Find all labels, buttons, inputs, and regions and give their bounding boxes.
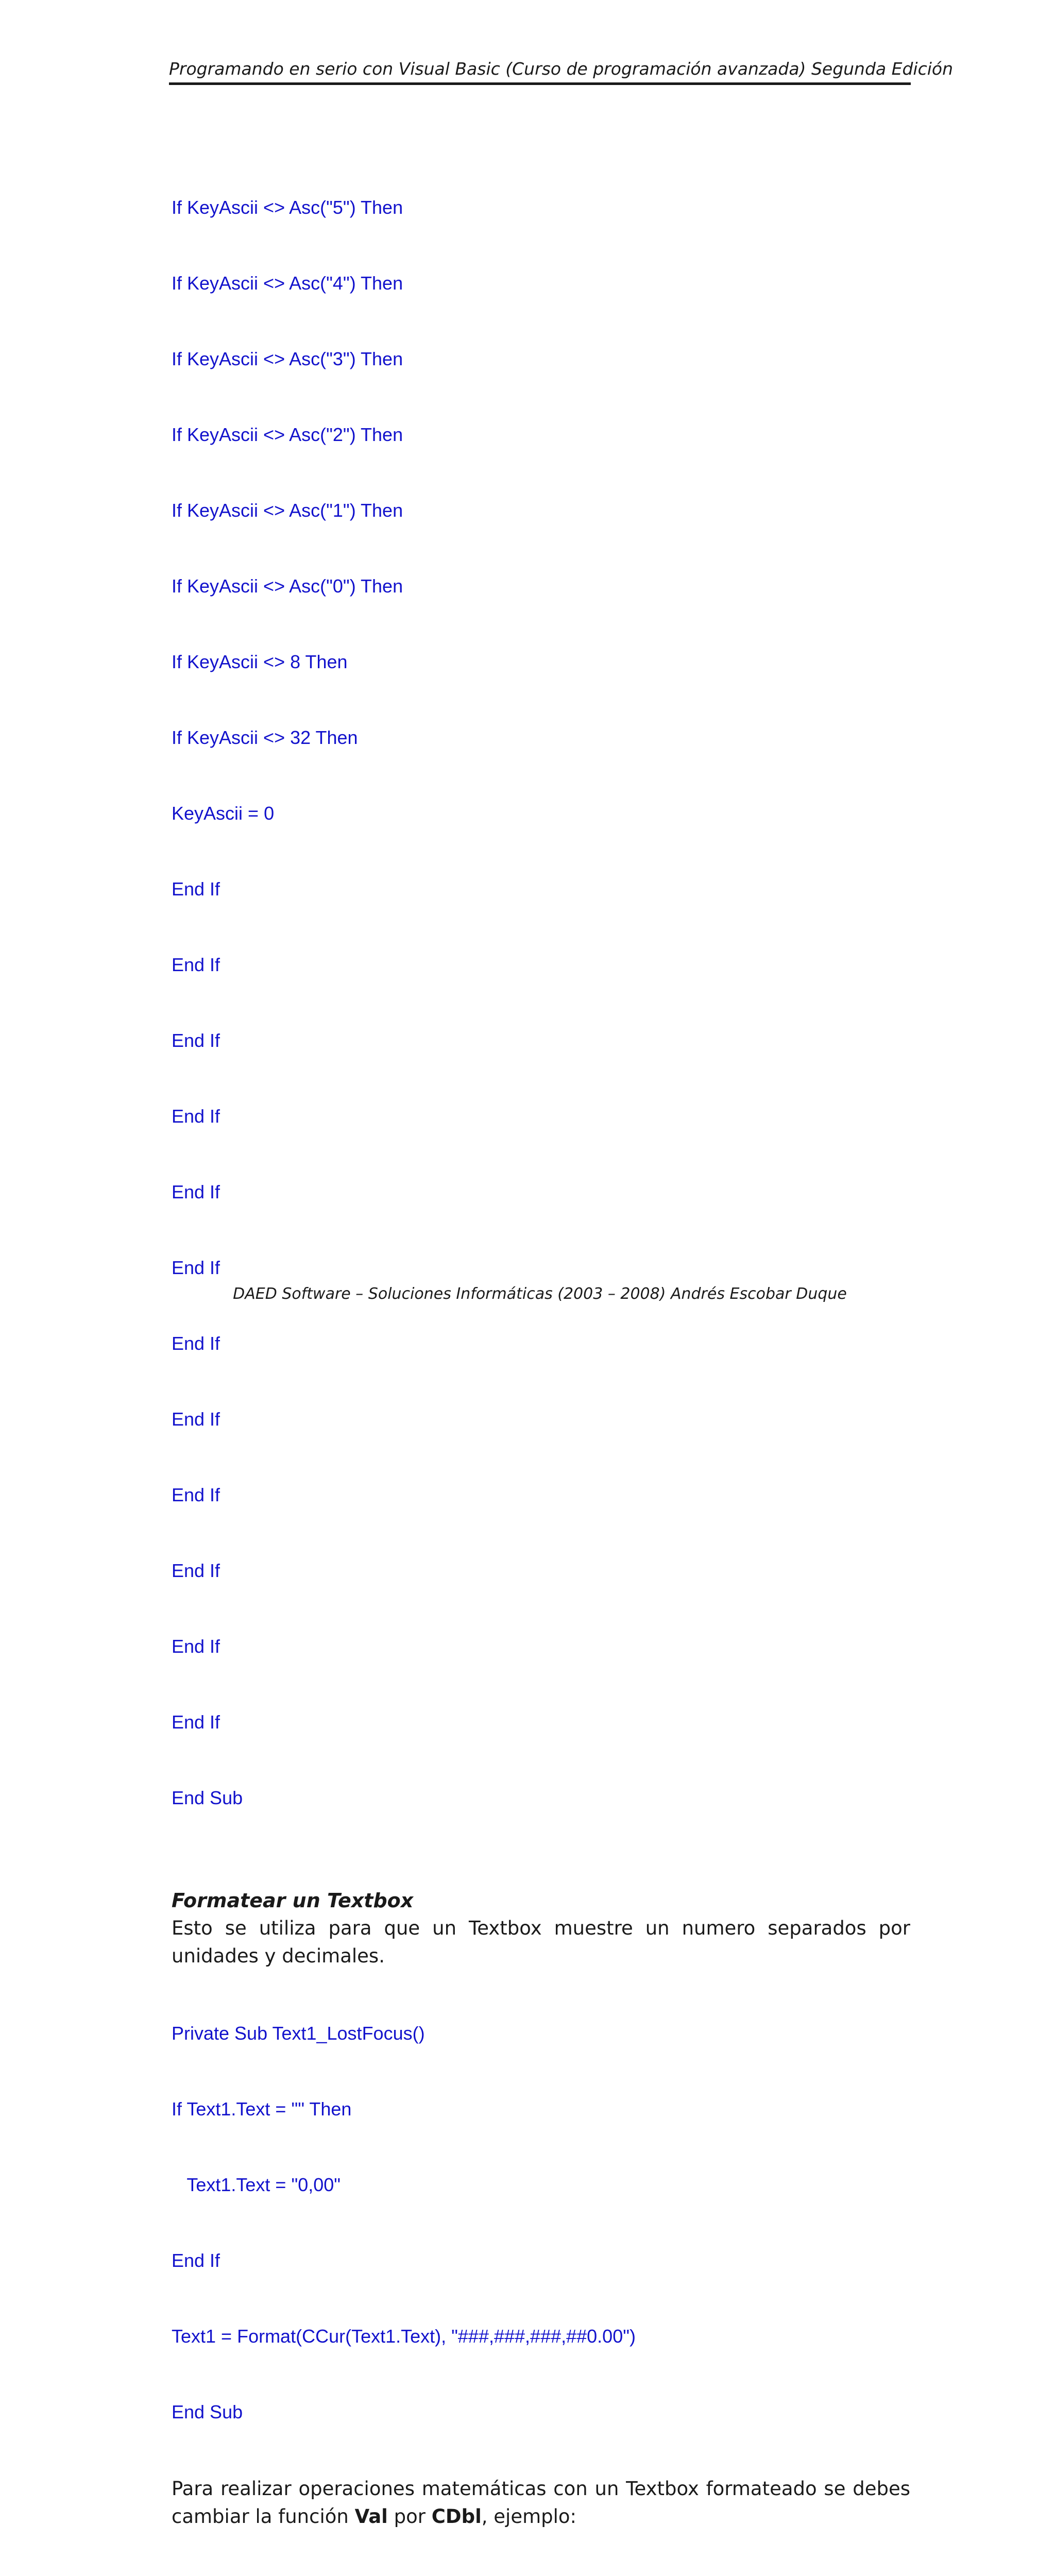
code-block-format — [172, 1970, 910, 2475]
code-line: End If — [172, 1181, 220, 1202]
section-note-format — [172, 2475, 910, 2531]
code-line: End Sub — [172, 1787, 243, 1808]
note-keyword-cdbl: CDbl — [431, 2505, 482, 2528]
code-block-keyascii — [172, 144, 910, 1861]
code-line: End If — [172, 1409, 220, 1430]
code-line: If KeyAscii <> Asc("2") Then — [172, 424, 403, 445]
code-line: End If — [172, 1560, 220, 1581]
page-header-title: Programando en serio con Visual Basic (Curso de programación avanzada) Segunda Edición — [169, 59, 954, 79]
header-rule — [169, 82, 911, 85]
code-line: If KeyAscii <> 8 Then — [172, 651, 348, 672]
code-line: If KeyAscii <> Asc("3") Then — [172, 348, 403, 369]
code-line: Private Sub Text1_LostFocus() — [172, 2023, 425, 2044]
code-line: End If — [172, 1106, 220, 1127]
code-line: End If — [172, 1711, 220, 1733]
code-line: End If — [172, 954, 220, 975]
code-line: End If — [172, 1333, 220, 1354]
page-content — [172, 144, 910, 2576]
code-line: If KeyAscii <> Asc("1") Then — [172, 500, 403, 521]
note-text: Para realizar operaciones matemáticas con un Textbox formateado se debes cambiar la función — [172, 2478, 910, 2528]
page-footer: DAED Software – Soluciones Informáticas (2003 – 2008) Andrés Escobar Duque — [233, 1285, 847, 1303]
code-line: If KeyAscii <> Asc("5") Then — [172, 197, 403, 218]
note-text: , ejemplo: — [481, 2505, 577, 2528]
section-heading-format: Formatear un Textbox — [172, 1889, 414, 1912]
code-line: If KeyAscii <> 32 Then — [172, 727, 358, 748]
code-line: End If — [172, 878, 220, 900]
code-example-cdbl — [172, 2531, 910, 2576]
code-line: KeyAscii = 0 — [172, 803, 275, 824]
code-line: End If — [172, 1636, 220, 1657]
code-line: If KeyAscii <> Asc("4") Then — [172, 273, 403, 294]
code-line: End If — [172, 1030, 220, 1051]
spacer — [172, 1861, 910, 1887]
note-keyword-val: Val — [354, 2505, 388, 2528]
code-line: If KeyAscii <> Asc("0") Then — [172, 575, 403, 597]
code-line: End If — [172, 1257, 220, 1278]
code-line: Text1.Text = "0,00" — [172, 2174, 341, 2195]
code-line: Text1 = Format(CCur(Text1.Text), "###,###,###,##0.00") — [172, 2326, 636, 2347]
section-description-format: Esto se utiliza para que un Textbox muestre un numero separados por unidades y decimales. — [172, 1917, 910, 1967]
code-line: If Text1.Text = "" Then — [172, 2098, 352, 2120]
code-line: End Sub — [172, 2401, 243, 2422]
code-line: End If — [172, 2250, 220, 2271]
note-text: por — [387, 2505, 432, 2528]
code-line: End If — [172, 1484, 220, 1505]
